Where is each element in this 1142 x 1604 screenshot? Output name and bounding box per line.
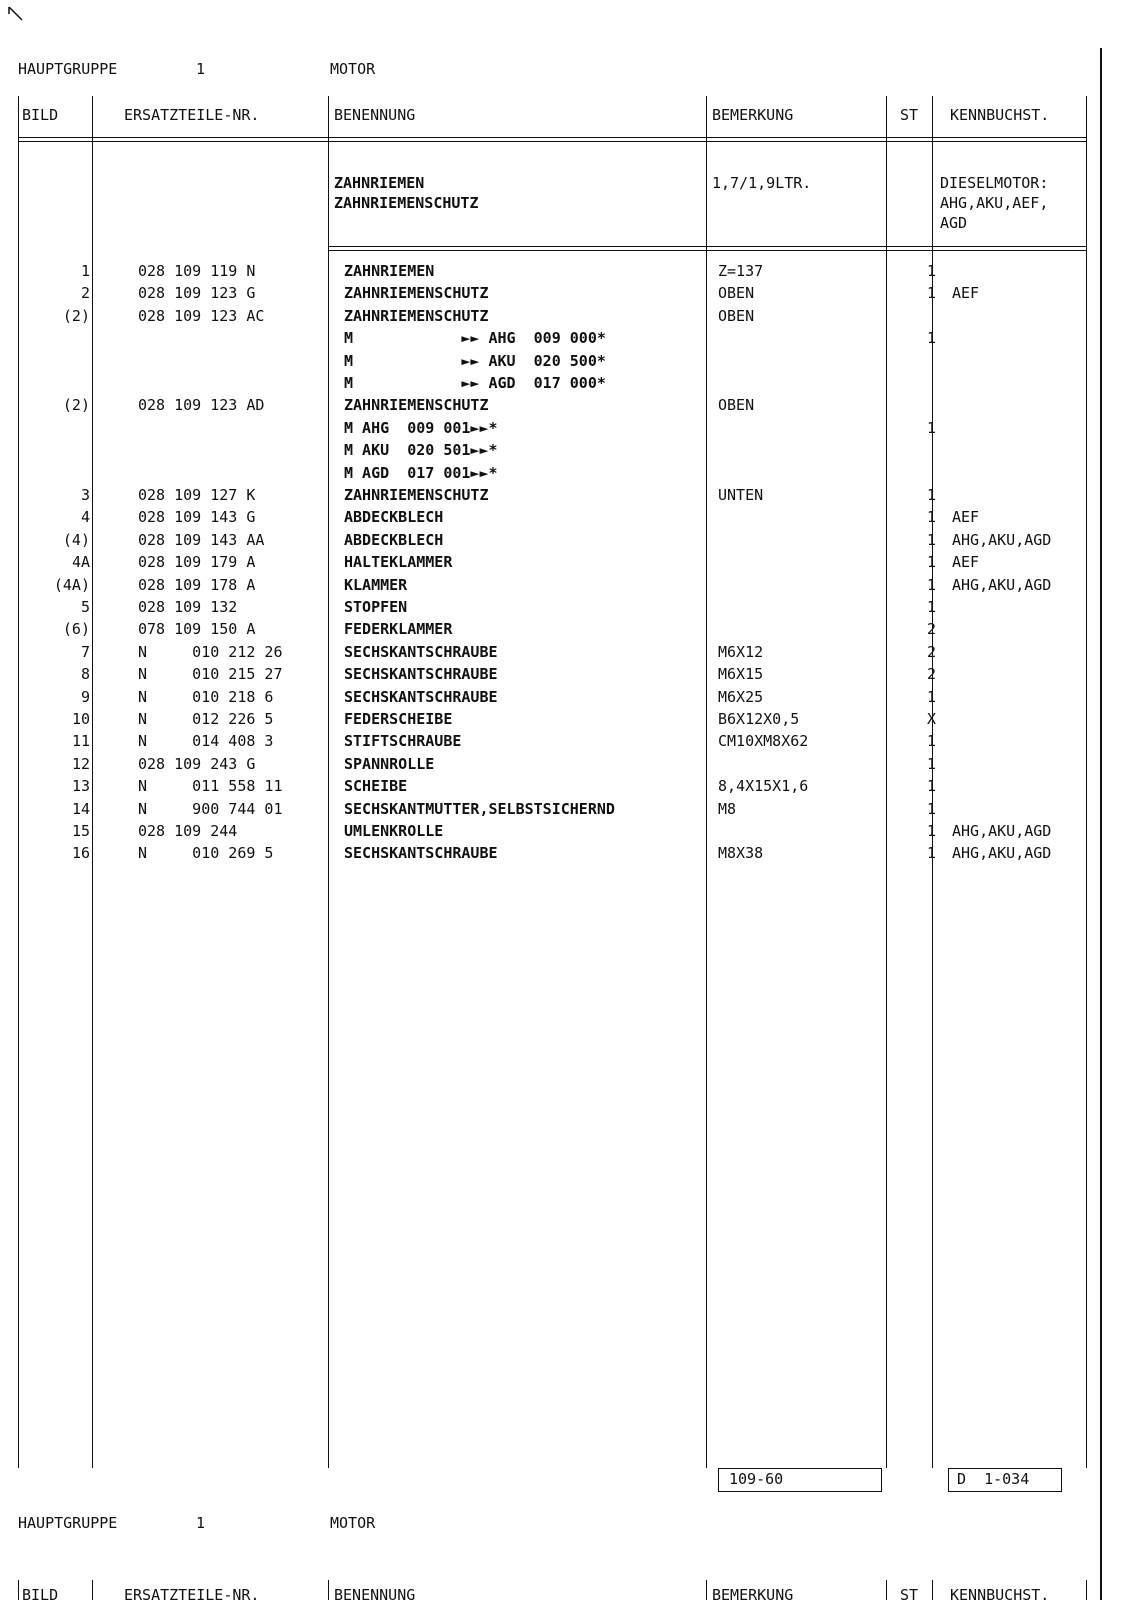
row-remark: M6X12 [718,642,764,661]
row-remark: UNTEN [718,486,764,504]
row-part-number: N 011 558 11 [138,777,283,796]
row-name: UMLENKROLLE [344,822,444,840]
table-row [0,282,1142,304]
table-row [0,730,1142,752]
row-remark: OBEN [718,306,755,325]
next-col-header-qty: ST [900,1586,919,1604]
row-name: ZAHNRIEMEN [344,262,435,280]
intro-name-2: ZAHNRIEMENSCHUTZ [334,194,479,212]
intro-code-3: AGD [940,214,968,232]
header-rule [18,137,1086,142]
row-name: STIFTSCHRAUBE [344,732,462,751]
intro-code-1: DIESELMOTOR: [940,174,1049,192]
row-remark: B6X12X0,5 [718,710,800,728]
row-bild: 11 [71,732,90,751]
row-bild: (6) [62,620,90,639]
row-qty: 1 [926,777,936,796]
next-group-label: HAUPTGRUPPE [18,1514,118,1532]
group-label: HAUPTGRUPPE [18,60,118,78]
row-name: FEDERSCHEIBE [344,710,453,728]
col-header-remark: BEMERKUNG [712,106,794,124]
table-row [0,775,1142,797]
row-part-number: N 010 212 26 [138,642,283,661]
row-name: M AGD 017 001►►* [344,463,498,482]
row-remark: M8X38 [718,844,764,863]
row-name: SECHSKANTMUTTER,SELBSTSICHERND [344,799,615,818]
row-remark: M8 [718,799,737,818]
row-bild: 10 [71,710,90,728]
table-row [0,439,1142,461]
row-qty: 1 [926,530,936,549]
row-part-number: 028 109 127 K [138,486,256,504]
table-row [0,596,1142,618]
row-qty: 2 [926,665,936,684]
row-name: STOPFEN [344,598,408,616]
row-name: M ►► AHG 009 000* [344,329,606,348]
row-name: SCHEIBE [344,777,408,796]
row-part-number: N 900 744 01 [138,799,283,818]
row-bild: 8 [80,665,90,684]
row-name: M ►► AGD 017 000* [344,374,606,392]
col-header-code: KENNBUCHST. [950,106,1050,124]
row-bild: (4A) [53,575,90,594]
row-qty: 1 [926,754,936,773]
row-bild: 7 [80,642,90,661]
row-bild: 9 [80,687,90,706]
col-header-qty: ST [900,106,919,124]
row-part-number: 028 109 179 A [138,553,256,572]
row-name: SECHSKANTSCHRAUBE [344,642,498,661]
table-row [0,484,1142,506]
table-row [0,260,1142,282]
row-part-number: N 012 226 5 [138,710,274,728]
row-qty: 1 [926,329,936,348]
row-name: M AHG 009 001►►* [344,418,498,437]
intro-name-1: ZAHNRIEMEN [334,174,425,192]
table-row [0,529,1142,551]
row-part-number: 028 109 123 G [138,284,256,303]
row-qty: 1 [926,486,936,504]
row-qty: 1 [926,732,936,751]
row-bild: 15 [71,822,90,840]
page-ref: D 1-034 [957,1470,1030,1488]
row-bild: 3 [80,486,90,504]
row-code: AHG,AKU,AGD [952,844,1052,863]
row-remark: Z=137 [718,262,764,280]
row-name: SECHSKANTSCHRAUBE [344,665,498,684]
row-bild: (2) [62,306,90,325]
row-bild: 16 [71,844,90,863]
figure-ref-box [718,1468,882,1492]
row-bild: 4A [71,553,90,572]
table-row [0,842,1142,864]
row-code: AEF [952,553,980,572]
row-qty: 1 [926,284,936,303]
next-col-header-part-no: ERSATZTEILE-NR. [124,1586,260,1604]
row-qty: 1 [926,418,936,437]
group-name: MOTOR [330,60,376,78]
table-row [0,574,1142,596]
row-remark: M6X15 [718,665,764,684]
row-part-number: 028 109 244 [138,822,238,840]
table-row [0,506,1142,528]
row-remark: M6X25 [718,687,764,706]
row-qty: 1 [926,799,936,818]
row-name: ABDECKBLECH [344,530,444,549]
col-header-part-no: ERSATZTEILE-NR. [124,106,260,124]
next-col-header-bild: BILD [22,1586,59,1604]
col-header-name: BENENNUNG [334,106,416,124]
row-remark: 8,4X15X1,6 [718,777,809,796]
table-row [0,663,1142,685]
row-qty: 1 [926,822,936,840]
row-name: FEDERKLAMMER [344,620,453,639]
row-name: ABDECKBLECH [344,508,444,527]
row-bild: 12 [71,754,90,773]
row-qty: 1 [926,508,936,527]
figure-ref: 109-60 [729,1470,784,1488]
row-bild: 5 [80,598,90,616]
row-part-number: 028 109 243 G [138,754,256,773]
row-name: SPANNROLLE [344,754,435,773]
row-qty: 2 [926,642,936,661]
row-bild: (4) [62,530,90,549]
next-group-number: 1 [196,1514,206,1532]
next-col-header-remark: BEMERKUNG [712,1586,794,1604]
row-code: AHG,AKU,AGD [952,575,1052,594]
row-bild: 14 [71,799,90,818]
next-col-header-code: KENNBUCHST. [950,1586,1050,1604]
row-part-number: 028 109 123 AC [138,306,265,325]
row-part-number: 028 109 143 G [138,508,256,527]
row-qty: 1 [926,598,936,616]
row-part-number: 028 109 123 AD [138,396,265,415]
row-qty: 1 [926,844,936,863]
next-group-name: MOTOR [330,1514,376,1532]
row-part-number: 028 109 132 [138,598,238,616]
row-part-number: 028 109 143 AA [138,530,265,549]
row-part-number: N 010 218 6 [138,687,274,706]
col-header-bild: BILD [22,106,59,124]
intro-rule [328,246,1086,251]
next-col-header-name: BENENNUNG [334,1586,416,1604]
table-row [0,417,1142,439]
row-bild: 2 [80,284,90,303]
row-name: KLAMMER [344,575,408,594]
table-row [0,618,1142,640]
table-row [0,327,1142,349]
row-remark: OBEN [718,284,755,303]
row-name: ZAHNRIEMENSCHUTZ [344,306,489,325]
row-code: AHG,AKU,AGD [952,822,1052,840]
table-row [0,350,1142,372]
row-name: M ►► AKU 020 500* [344,351,606,370]
row-name: ZAHNRIEMENSCHUTZ [344,284,489,303]
row-name: SECHSKANTSCHRAUBE [344,844,498,863]
row-name: SECHSKANTSCHRAUBE [344,687,498,706]
table-row [0,820,1142,842]
table-row [0,753,1142,775]
row-name: ZAHNRIEMENSCHUTZ [344,396,489,415]
table-row [0,798,1142,820]
row-part-number: N 010 269 5 [138,844,274,863]
row-code: AEF [952,508,980,527]
intro-code-2: AHG,AKU,AEF, [940,194,1049,212]
table-row [0,551,1142,573]
row-code: AEF [952,284,980,303]
row-qty: 2 [926,620,936,639]
table-row [0,372,1142,394]
row-part-number: 078 109 150 A [138,620,256,639]
row-name: ZAHNRIEMENSCHUTZ [344,486,489,504]
row-name: HALTEKLAMMER [344,553,453,572]
table-row [0,394,1142,416]
row-code: AHG,AKU,AGD [952,530,1052,549]
row-part-number: N 014 408 3 [138,732,274,751]
row-bild: 1 [80,262,90,280]
intro-remark: 1,7/1,9LTR. [712,174,812,192]
row-name: M AKU 020 501►►* [344,441,498,460]
table-row [0,462,1142,484]
scan-corner-mark [6,4,26,24]
row-part-number: 028 109 119 N [138,262,256,280]
row-qty: 1 [926,575,936,594]
table-row [0,305,1142,327]
row-bild: (2) [62,396,90,415]
row-part-number: 028 109 178 A [138,575,256,594]
table-row [0,641,1142,663]
row-remark: OBEN [718,396,755,415]
row-bild: 13 [71,777,90,796]
row-remark: CM10XM8X62 [718,732,809,751]
row-qty: 1 [926,553,936,572]
table-row [0,686,1142,708]
table-row [0,708,1142,730]
group-number: 1 [196,60,206,78]
row-qty: 1 [926,687,936,706]
row-bild: 4 [80,508,90,527]
row-qty: 1 [926,262,936,280]
page-ref-box [948,1468,1062,1492]
row-part-number: N 010 215 27 [138,665,283,684]
row-qty: X [926,710,936,728]
